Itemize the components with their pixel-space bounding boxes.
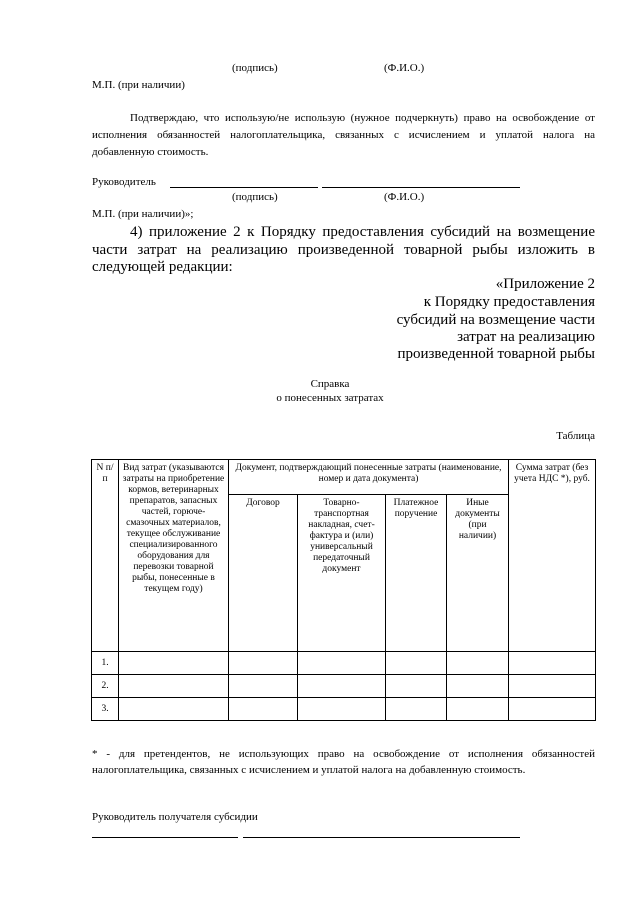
fio-caption: (Ф.И.О.) — [384, 191, 425, 203]
row-number: 3. — [92, 698, 119, 721]
header-payment-order: Платежное поручение — [386, 495, 447, 652]
table-label: Таблица — [556, 430, 595, 442]
signature-caption: (подпись) — [232, 62, 278, 74]
header-document: Документ, подтверждающий понесенные затраты (наименование, номер и дата документа) — [229, 460, 509, 495]
signature-line — [170, 187, 318, 188]
doc-subtitle: о понесенных затратах — [276, 392, 384, 404]
table-row — [92, 675, 596, 698]
footnote: * - для претендентов, не использующих право на освобождение от исполнения обязанностей налогоплательщика, связанных с исчислением и уплатой налога на добавленную стоимость. — [92, 748, 598, 776]
signature-caption: (подпись) — [232, 191, 278, 203]
doc-title: Справка — [310, 378, 350, 390]
table-row — [92, 652, 596, 675]
appendix-line-1: «Приложение 2 — [495, 276, 595, 292]
appendix-line-3: субсидий на возмещение части — [396, 312, 595, 328]
header-waybill: Товарно-транспортная накладная, счет-фактура и (или) универсальный передаточный документ — [298, 495, 386, 652]
table-row — [92, 698, 596, 721]
signature-line — [92, 837, 238, 838]
name-line — [243, 837, 520, 838]
fio-line — [322, 187, 520, 188]
row-number: 2. — [92, 675, 119, 698]
appendix-line-4: затрат на реализацию — [457, 329, 595, 345]
header-contract: Договор — [229, 495, 298, 652]
header-number: N п/п — [92, 460, 119, 652]
header-cost-type: Вид затрат (указываются затраты на приобретение кормов, ветеринарных препаратов, запасных частей, горюче-смазочных материалов, текущее обслуживание специализированного оборудования для перевозки товарной рыбы, понесенные в текущем году) — [119, 460, 229, 652]
fio-caption: (Ф.И.О.) — [384, 62, 425, 74]
stamp-caption: М.П. (при наличии)»; — [92, 208, 194, 220]
header-other-docs: Иные документы (при наличии) — [447, 495, 509, 652]
head-label: Руководитель — [92, 176, 156, 188]
costs-table — [91, 459, 596, 721]
appendix-line-2: к Порядку предоставления — [423, 294, 595, 310]
appendix-line-5: произведенной товарной рыбы — [397, 346, 595, 362]
recipient-label: Руководитель получателя субсидии — [92, 811, 258, 823]
amendment-paragraph: 4) приложение 2 к Порядку предоставления субсидий на возмещение части затрат на реализацию произведенной товарной рыбы изложить в следующей редакции: — [92, 224, 595, 275]
confirmation-paragraph: Подтверждаю, что использую/не использую (нужное подчеркнуть) право на освобождение от исполнения обязанностей налогоплательщика, связанных с исчислением и уплатой налога на добавленную стоимость. — [92, 112, 595, 158]
row-number: 1. — [92, 652, 119, 675]
stamp-caption: М.П. (при наличии) — [92, 79, 185, 91]
header-sum: Сумма затрат (без учета НДС *), руб. — [509, 460, 596, 652]
